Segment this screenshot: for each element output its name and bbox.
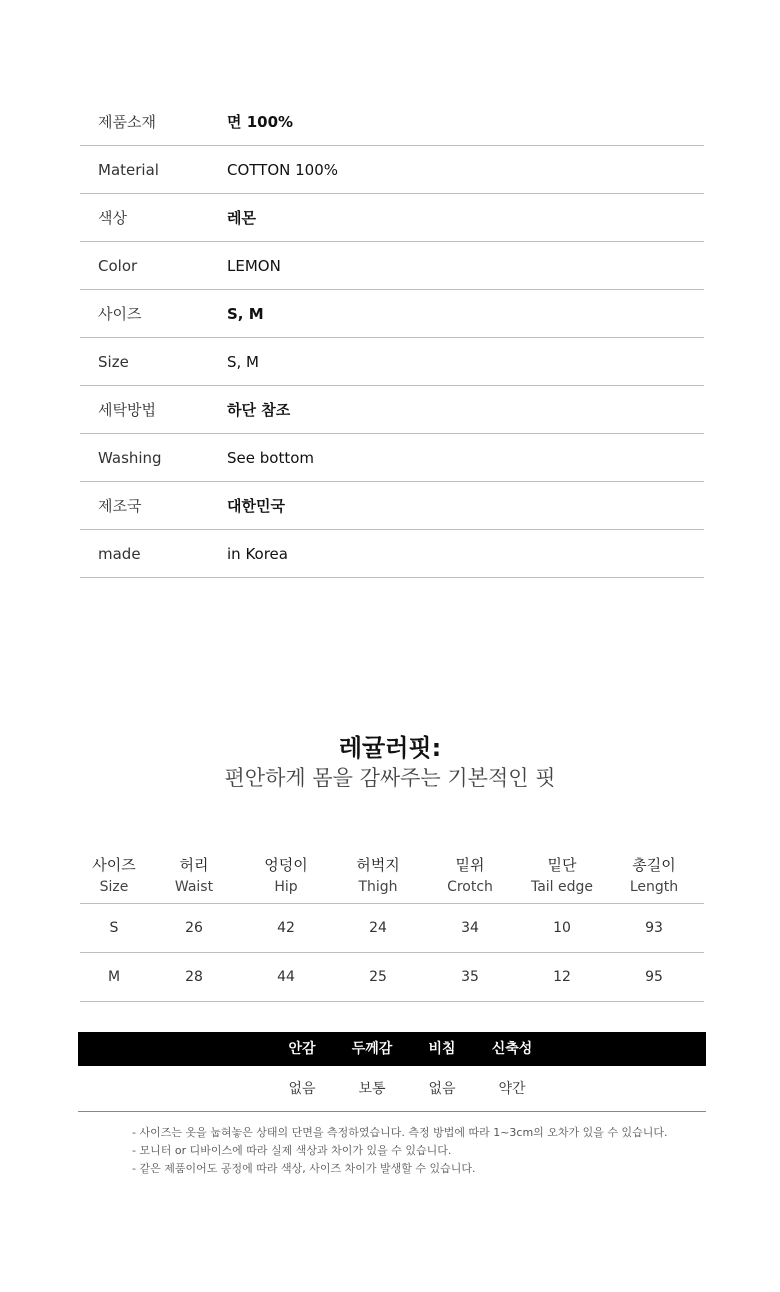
spec-label: 제품소재 [98,113,156,131]
spec-value: 대한민국 [227,497,285,515]
notes [132,1124,732,1178]
spec-value: in Korea [227,544,288,563]
spec-value: 하단 참조 [227,401,291,419]
note-line: - 사이즈는 옷을 눕혀놓은 상태의 단면을 측정하였습니다. 측정 방법에 따라 1~3cm의 오차가 있을 수 있습니다. [132,1126,668,1139]
size-header-cell [608,848,700,903]
size-cell: 93 [645,920,663,936]
fit-title: 레귤러핏: [338,734,442,762]
fabric-label: 안감 [288,1041,316,1057]
size-header-cell [516,848,608,903]
fabric-label: 비침 [428,1041,456,1057]
fabric-header-bar [78,1032,706,1066]
fabric-value: 없음 [428,1081,456,1097]
fabric-values-row [78,1066,706,1112]
size-cell: 44 [277,969,295,985]
size-cell: 10 [553,920,571,936]
size-cell: 95 [645,969,663,985]
size-header-en: Tail edge [530,878,594,895]
size-header-ko: 허벅지 [356,855,400,874]
size-header-ko: 사이즈 [92,855,136,874]
size-header-cell [148,848,240,903]
size-header-en: Hip [274,878,298,895]
spec-row [80,146,704,194]
spec-table [80,98,704,578]
size-header-ko: 허리 [179,855,209,874]
spec-value: See bottom [227,448,314,467]
spec-row [80,530,704,578]
fit-subtitle: 편안하게 몸을 감싸주는 기본적인 핏 [224,766,556,790]
fabric-value: 보통 [358,1081,386,1097]
spec-row [80,482,704,530]
size-cell: 12 [553,969,571,985]
spec-label: 제조국 [98,497,142,515]
spec-label: 사이즈 [98,305,142,323]
fabric-info [78,1032,706,1112]
fabric-value: 없음 [288,1081,316,1097]
size-header-ko: 엉덩이 [264,855,308,874]
table-row [80,904,704,953]
spec-value: S, M [227,352,259,371]
size-cell: 35 [461,969,479,985]
size-header-en: Thigh [358,878,398,895]
spec-label: 색상 [98,209,127,227]
size-table [80,848,704,1002]
spec-row [80,386,704,434]
size-header-ko: 총길이 [632,855,676,874]
size-header-en: Length [629,878,679,895]
size-header-cell [424,848,516,903]
spec-row [80,290,704,338]
spec-row [80,434,704,482]
spec-label: made [98,544,141,563]
fabric-label: 두께감 [351,1041,393,1057]
size-cell: 25 [369,969,387,985]
size-header-ko: 밑단 [547,855,577,874]
size-cell: 34 [461,920,479,936]
size-header-en: Waist [174,878,214,895]
size-cell: 24 [369,920,387,936]
note-line: - 모니터 or 디바이스에 따라 실제 색상과 차이가 있을 수 있습니다. [132,1144,452,1157]
fabric-value: 약간 [498,1081,526,1097]
size-cell: S [109,920,119,936]
spec-value: COTTON 100% [227,160,339,179]
spec-row [80,194,704,242]
fabric-label: 신축성 [491,1041,533,1057]
size-header-ko: 밑위 [455,855,485,874]
size-cell: 28 [185,969,203,985]
spec-row [80,98,704,146]
spec-label: 세탁방법 [98,401,156,419]
size-header-cell [240,848,332,903]
table-row [80,953,704,1002]
spec-label: Size [98,352,129,371]
note-line: - 같은 제품이어도 공정에 따라 색상, 사이즈 차이가 발생할 수 있습니다. [132,1162,476,1175]
spec-label: Washing [98,448,162,467]
spec-value: LEMON [227,256,281,275]
size-cell: 26 [185,920,203,936]
size-header-en: Crotch [447,878,493,895]
size-cell: M [107,969,121,985]
spec-value: 면 100% [227,113,294,131]
size-header-cell [332,848,424,903]
spec-value: 레몬 [227,209,256,227]
size-cell: 42 [277,920,295,936]
spec-row [80,338,704,386]
size-header-en: Size [99,878,129,895]
spec-row [80,242,704,290]
size-header-cell [80,848,148,903]
spec-value: S, M [227,304,264,323]
size-table-header [80,848,704,904]
spec-label: Material [98,160,159,179]
spec-label: Color [98,256,138,275]
